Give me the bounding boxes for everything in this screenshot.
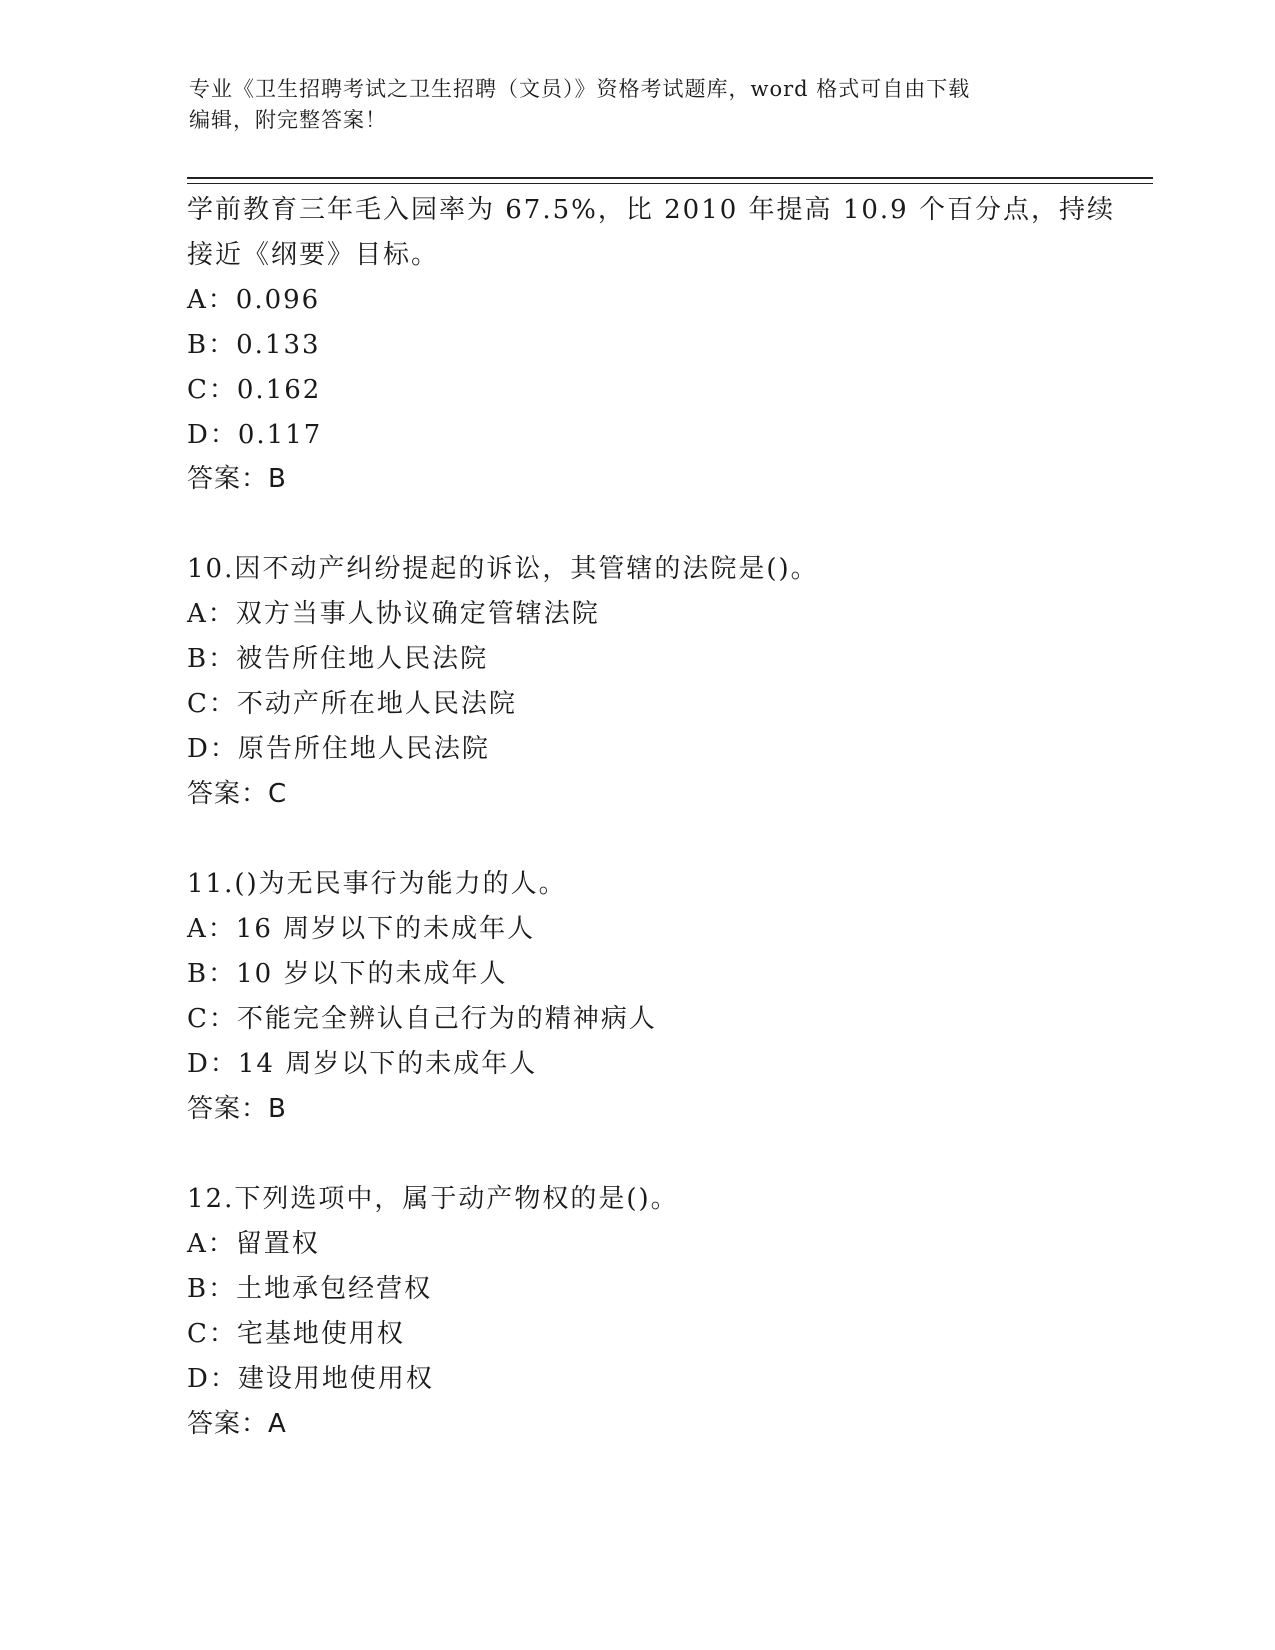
q11-option-a: A：16 周岁以下的未成年人 — [187, 914, 536, 944]
q9-stem-line-2: 接近《纲要》目标。 — [187, 240, 440, 270]
q9-option-d: D：0.117 — [187, 420, 323, 450]
q10-answer: 答案：C — [187, 779, 288, 809]
q12-option-a: A：留置权 — [187, 1229, 320, 1259]
q9-stem-line-1: 学前教育三年毛入园率为 67.5%，比 2010 年提高 10.9 个百分点，持续 — [187, 195, 1115, 225]
q10-option-d: D：原告所住地人民法院 — [187, 734, 490, 764]
q10-stem: 10.因不动产纠纷提起的诉讼，其管辖的法院是()。 — [187, 554, 819, 584]
q10-option-b: B：被告所住地人民法院 — [187, 644, 489, 674]
q11-option-b: B：10 岁以下的未成年人 — [187, 959, 508, 989]
q10-option-c: C：不动产所在地人民法院 — [187, 689, 517, 719]
header-line-1: 专业《卫生招聘考试之卫生招聘（文员）》资格考试题库，word 格式可自由下载 — [189, 77, 971, 101]
q11-stem: 11.()为无民事行为能力的人。 — [187, 869, 567, 899]
q9-option-c: C：0.162 — [187, 375, 322, 405]
q9-answer: 答案：B — [187, 464, 287, 494]
q10-option-a: A：双方当事人协议确定管辖法院 — [187, 599, 600, 629]
q12-option-d: D：建设用地使用权 — [187, 1364, 434, 1394]
header-line-2: 编辑，附完整答案！ — [189, 108, 387, 132]
q9-option-a: A：0.096 — [187, 285, 321, 315]
header-divider-thick — [187, 177, 1153, 179]
q9-option-b: B：0.133 — [187, 330, 321, 360]
header-divider-thin — [187, 183, 1153, 184]
q12-answer: 答案：A — [187, 1409, 287, 1439]
q11-answer: 答案：B — [187, 1094, 287, 1124]
q12-option-b: B：土地承包经营权 — [187, 1274, 433, 1304]
q12-option-c: C：宅基地使用权 — [187, 1319, 405, 1349]
q11-option-c: C：不能完全辨认自己行为的精神病人 — [187, 1004, 657, 1034]
document-header — [189, 74, 1089, 136]
q11-option-d: D：14 周岁以下的未成年人 — [187, 1049, 538, 1079]
q12-stem: 12.下列选项中，属于动产物权的是()。 — [187, 1184, 679, 1214]
